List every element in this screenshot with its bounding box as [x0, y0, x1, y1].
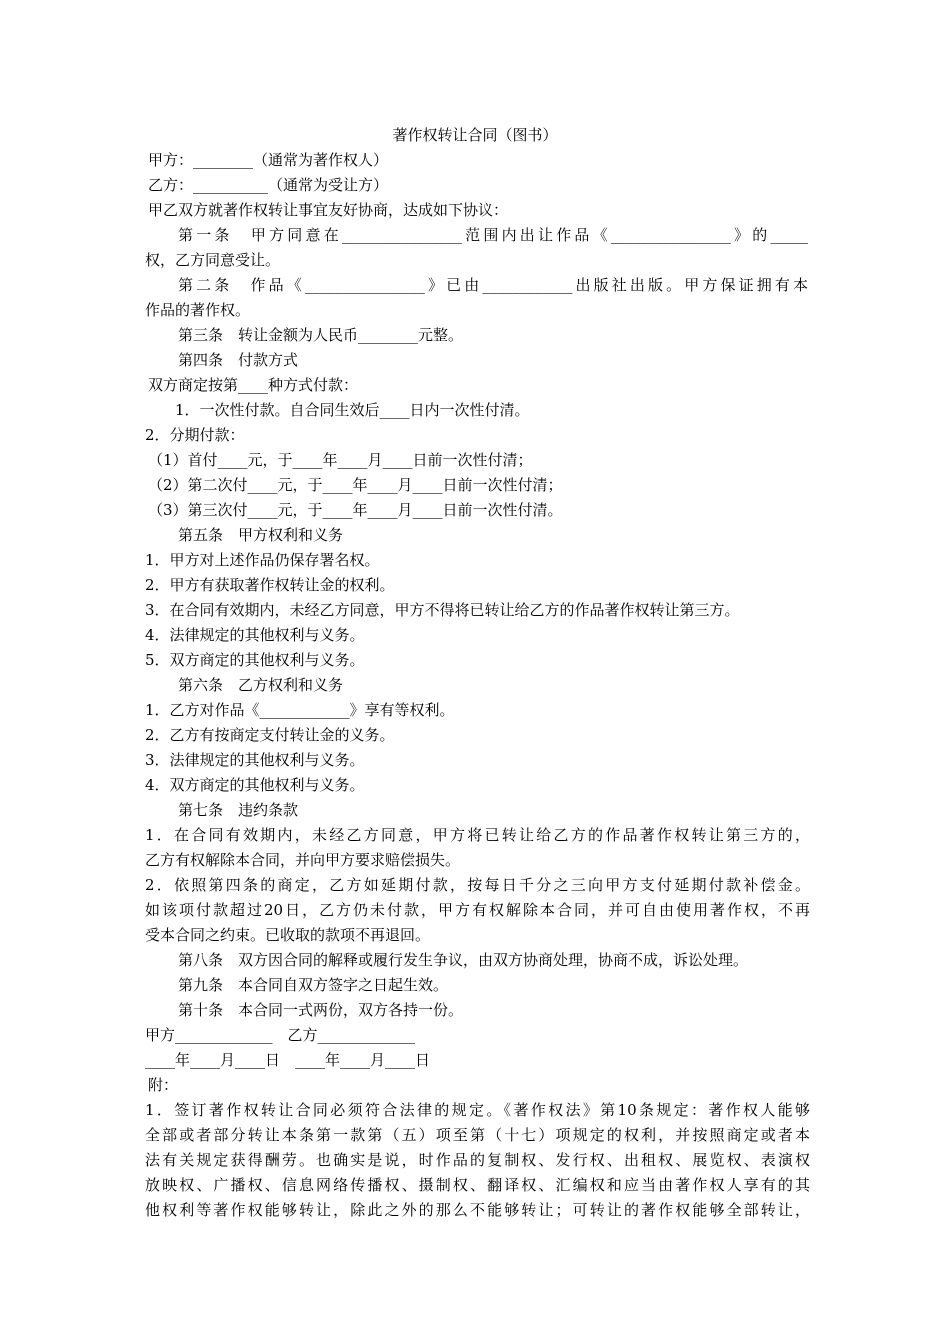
- article-1-line-1: 第一条 甲方同意在________________范围内出让作品《________________》的_____: [178, 226, 808, 244]
- article-5-item-1: 1．甲方对上述作品仍保存署名权。: [145, 551, 380, 569]
- appendix-line-2: 全部或者部分转让本条第一款第（五）项至第（十七）项规定的权利，并按照商定或者本: [145, 1126, 810, 1144]
- payment-method-line: 双方商定按第____种方式付款：: [148, 376, 359, 394]
- article-6-heading: 第六条 乙方权利和义务: [178, 676, 344, 694]
- document-title: 著作权转让合同（图书）: [392, 126, 558, 144]
- article-5-item-5: 5．双方商定的其他权利与义务。: [145, 651, 365, 669]
- article-2-line-1: 第二条 作品《________________》已由____________出版社出版。甲方保证拥有本: [178, 276, 808, 294]
- date-line: ____年____月____日 ____年____月____日: [145, 1051, 431, 1069]
- installment-3: （3）第三次付____元，于____年____月____日前一次性付清。: [148, 501, 563, 519]
- article-6-item-1: 1．乙方对作品《____________》享有等权利。: [145, 701, 455, 719]
- article-7-heading: 第七条 违约条款: [178, 801, 299, 819]
- appendix-line-3: 法有关规定获得酬劳。也确实是说，时作品的复制权、发行权、出租权、展览权、表演权: [145, 1151, 810, 1169]
- appendix-heading: 附：: [148, 1076, 179, 1094]
- article-5-heading: 第五条 甲方权利和义务: [178, 526, 344, 544]
- article-6-item-4: 4．双方商定的其他权利与义务。: [145, 776, 365, 794]
- article-1-line-2: 权，乙方同意受让。: [145, 251, 281, 269]
- article-7-item-2-line-1: 2．依照第四条的商定，乙方如延期付款，按每日千分之三向甲方支付延期付款补偿金。: [145, 876, 810, 894]
- article-8-line: 第八条 双方因合同的解释或履行发生争议，由双方协商处理，协商不成，诉讼处理。: [178, 951, 749, 969]
- payment-option-2: 2．分期付款：: [145, 426, 245, 444]
- preamble-line: 甲乙双方就著作权转让事宜友好协商，达成如下协议：: [148, 201, 509, 219]
- article-7-item-2-line-2: 如该项付款超过20日，乙方仍未付款，甲方有权解除本合同，并可自由使用著作权，不再: [145, 901, 810, 919]
- article-5-item-4: 4．法律规定的其他权利与义务。: [145, 626, 365, 644]
- article-7-item-2-line-3: 受本合同之约束。已收取的款项不再退回。: [145, 926, 431, 944]
- party-b-line: 乙方：__________（通常为受让方）: [148, 176, 389, 194]
- article-7-item-1-line-1: 1．在合同有效期内，未经乙方同意，甲方将已转让给乙方的作品著作权转让第三方的，: [145, 826, 810, 844]
- article-10-line: 第十条 本合同一式两份，双方各持一份。: [178, 1001, 464, 1019]
- article-5-item-2: 2．甲方有获取著作权转让金的权利。: [145, 576, 395, 594]
- article-2-line-2: 作品的著作权。: [145, 301, 251, 319]
- payment-option-1: 1．一次性付款。自合同生效后____日内一次性付清。: [175, 401, 530, 419]
- appendix-line-4: 放映权、广播权、信息网络传播权、摄制权、翻译权、汇编权和应当由著作权人享有的其: [145, 1176, 810, 1194]
- installment-2: （2）第二次付____元，于____年____月____日前一次性付清；: [148, 476, 563, 494]
- article-6-item-3: 3．法律规定的其他权利与义务。: [145, 751, 365, 769]
- party-a-line: 甲方：________（通常为著作权人）: [148, 151, 389, 169]
- article-9-line: 第九条 本合同自双方签字之日起生效。: [178, 976, 449, 994]
- article-3-line: 第三条 转让金额为人民币________元整。: [178, 326, 464, 344]
- article-5-item-3: 3．在合同有效期内，未经乙方同意，甲方不得将已转让给乙方的作品著作权转让第三方。: [145, 601, 740, 619]
- article-7-item-1-line-2: 乙方有权解除本合同，并向甲方要求赔偿损失。: [145, 851, 461, 869]
- article-6-item-2: 2．乙方有按商定支付转让金的义务。: [145, 726, 395, 744]
- signature-line: 甲方_____________ 乙方_____________: [145, 1026, 416, 1044]
- article-4-heading: 第四条 付款方式: [178, 351, 299, 369]
- appendix-line-1: 1．签订著作权转让合同必须符合法律的规定。《著作权法》第10条规定：著作权人能够: [145, 1101, 810, 1119]
- installment-1: （1）首付____元，于____年____月____日前一次性付清；: [148, 451, 533, 469]
- appendix-line-5: 他权利等著作权能够转让，除此之外的那么不能够转让；可转让的著作权能够全部转让，: [145, 1201, 810, 1219]
